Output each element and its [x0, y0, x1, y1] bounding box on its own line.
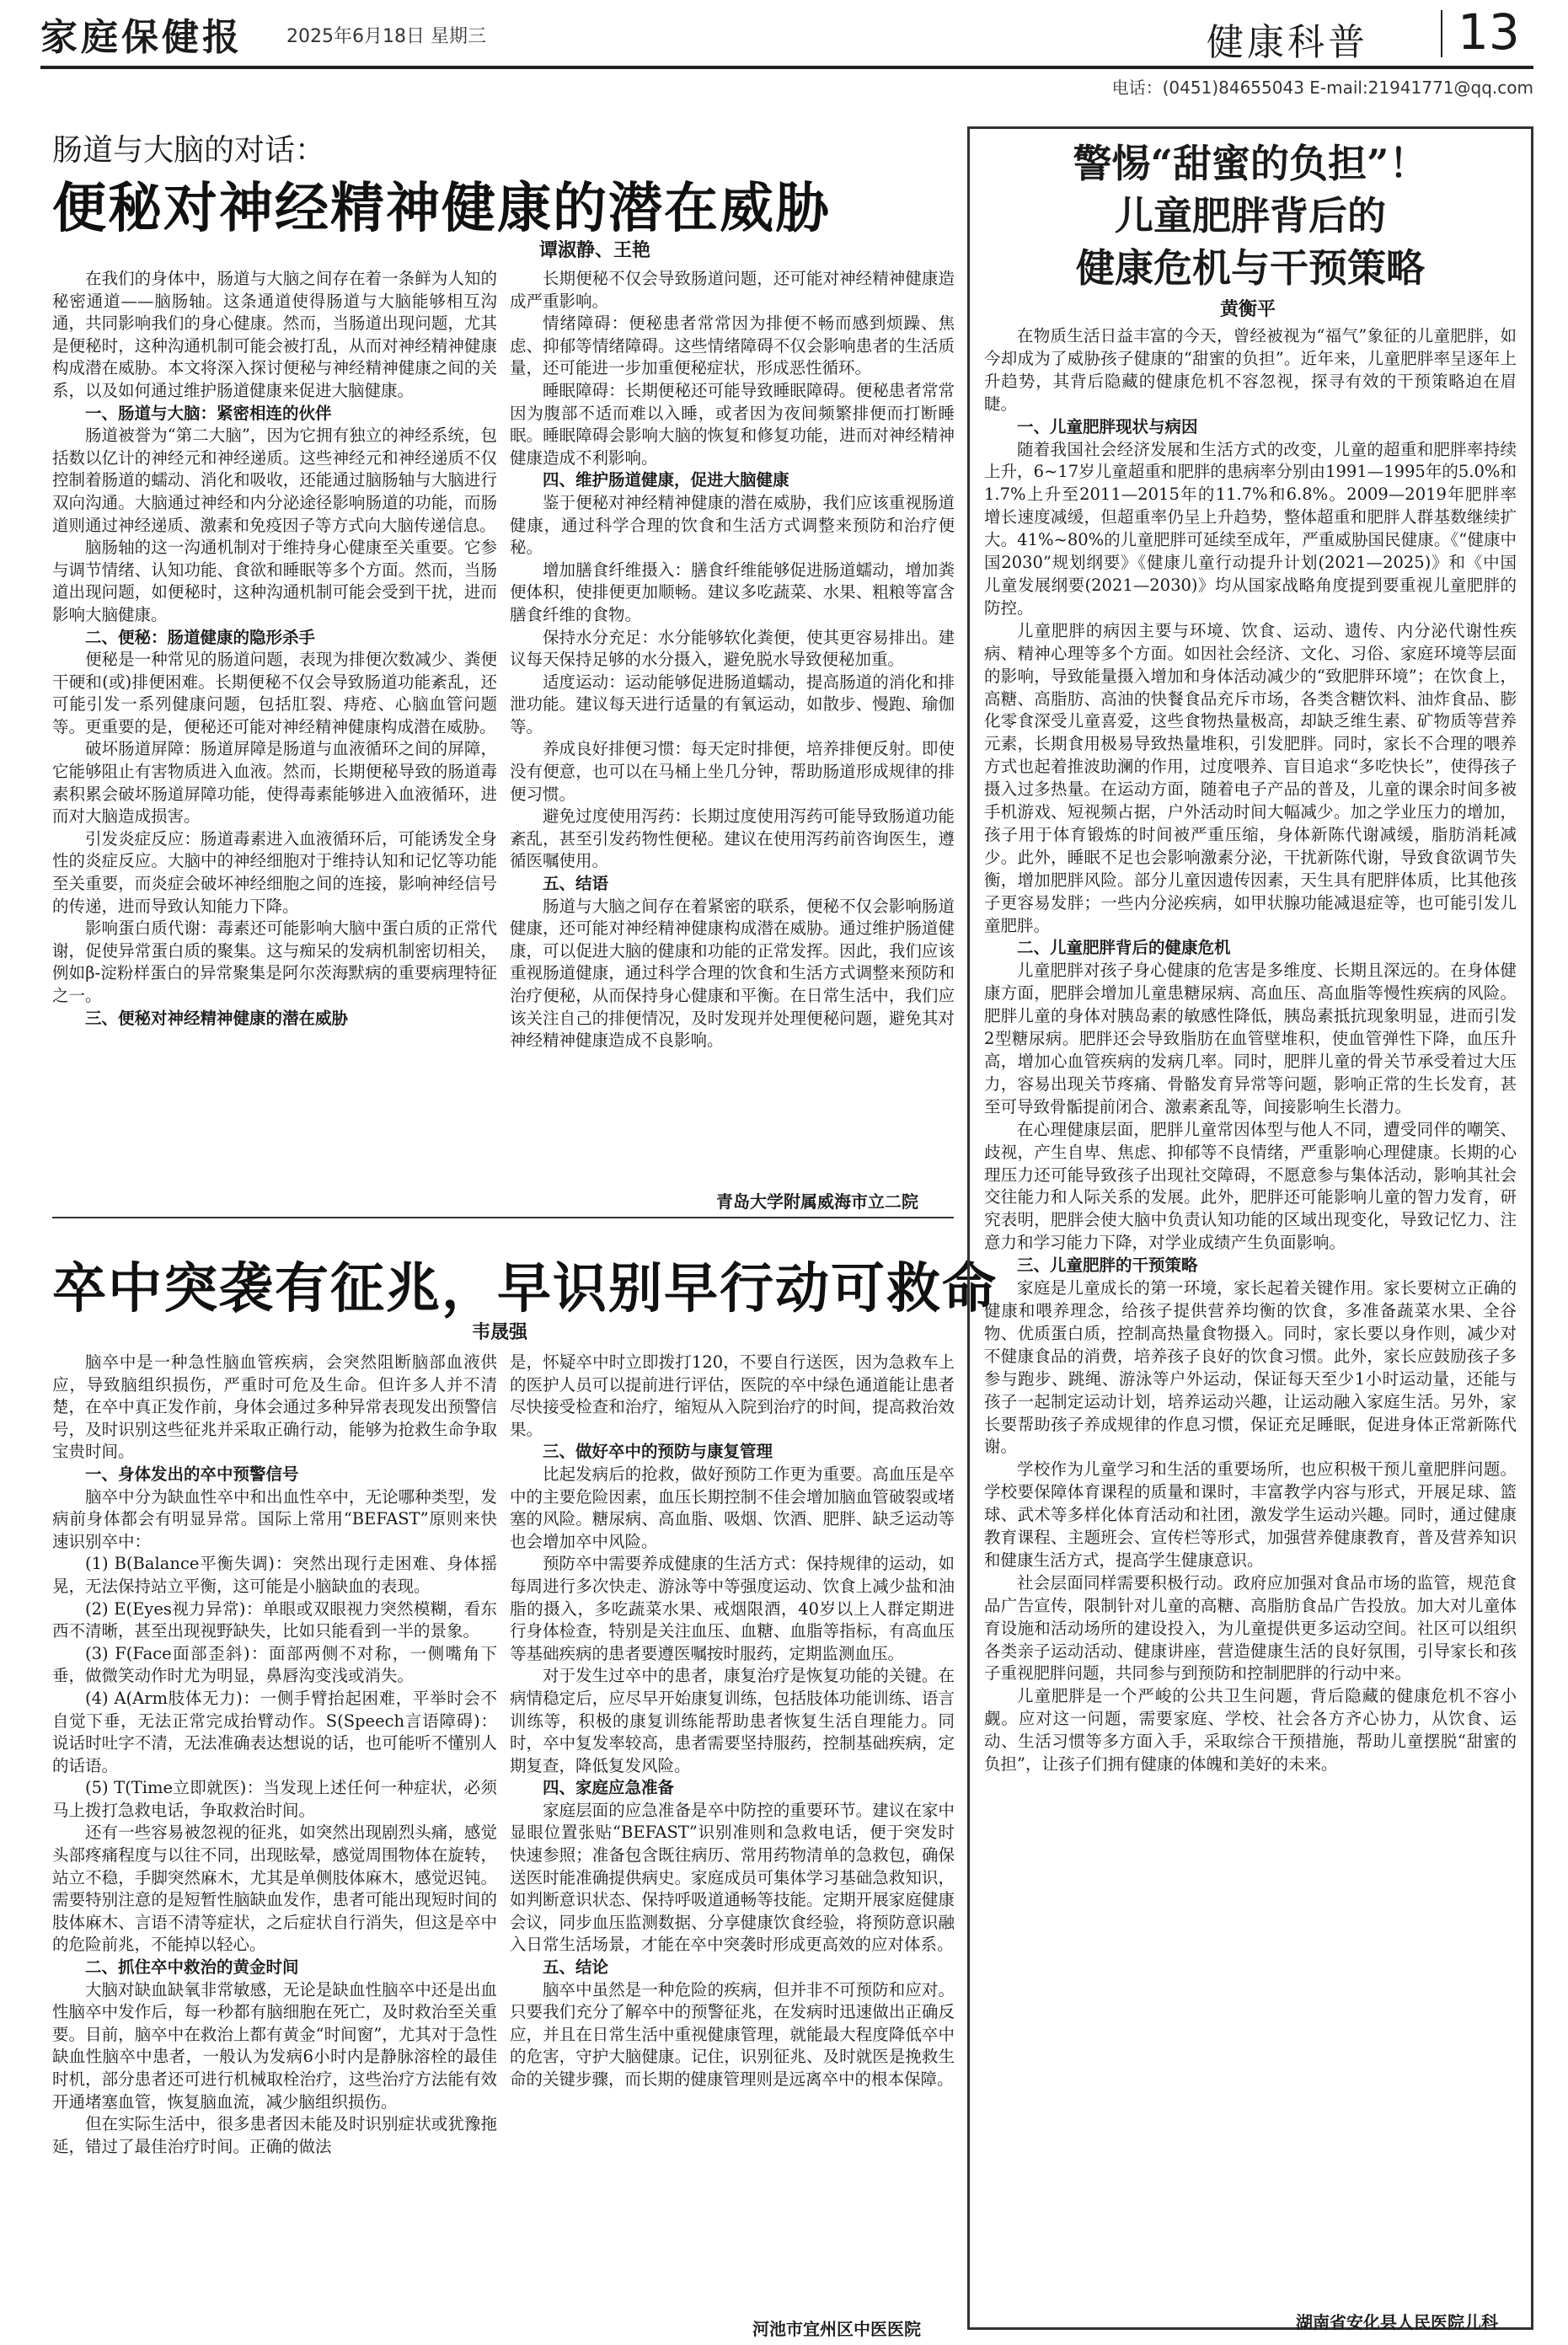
section-heading: 二、便秘：肠道健康的隐形杀手	[85, 627, 316, 647]
paragraph: 大脑对缺血缺氧非常敏感，无论是缺血性脑卒中还是出血性脑卒中发作后，每一秒都有脑细胞在死亡，及时救治至关重要。目前，脑卒中在救治上都有黄金“时间窗”，尤其对于急性缺血性脑卒中患者，一般认为发病6小时内是静脉溶栓的最佳时机，部分患者还可进行机械取栓治疗，这些治疗方法能有效开通堵塞血管，恢复脑血流，减少脑组织损伤。	[52, 1979, 497, 2112]
article3-body	[984, 325, 1517, 1776]
article2-column-1	[52, 1352, 497, 2158]
article3-credit: 湖南省安化县人民医院儿科	[1296, 2312, 1498, 2332]
article2-column-2	[510, 1352, 955, 2091]
paragraph: 但在实际生活中，很多患者因未能及时识别症状或犹豫拖延，错过了最佳治疗时间。正确的做法	[52, 2114, 497, 2156]
paragraph: (3) F(Face面部歪斜)：面部两侧不对称，一侧嘴角下垂，做微笑动作时尤为明显，鼻唇沟变浅或消失。	[52, 1643, 497, 1686]
section-heading: 五、结论	[543, 1957, 609, 1978]
paragraph: 儿童肥胖对孩子身心健康的危害是多维度、长期且深远的。在身体健康方面，肥胖会增加儿童患糖尿病、高血压、高血脂等慢性疾病的风险。肥胖儿童的身体对胰岛素的敏感性降低，胰岛素抵抗现象明显，进而引发2型糖尿病。肥胖还会导致脂肪在血管壁堆积，使血管弹性下降，血压升高，增加心血管疾病的发病几率。同时，肥胖儿童的骨关节承受着过大压力，容易出现关节疼痛、骨骼发育异常等问题，影响正常的生长发育，甚至可导致骨骺提前闭合、激素紊乱等，间接影响生长潜力。	[984, 961, 1517, 1116]
section-heading: 五、结语	[543, 874, 609, 894]
section-heading: 三、做好卒中的预防与康复管理	[543, 1442, 773, 1462]
paragraph: 比起发病后的抢救，做好预防工作更为重要。高血压是卒中的主要危险因素，血压长期控制不佳会增加脑血管破裂或堵塞的风险。糖尿病、高血脂、吸烟、饮酒、肥胖、缺乏运动等也会增加卒中风险。	[510, 1464, 955, 1551]
paragraph: 脑卒中是一种急性脑血管疾病，会突然阻断脑部血液供应，导致脑组织损伤，严重时可危及生命。但许多人并不清楚，在卒中真正发作前，身体会通过多种异常表现发出预警信号，及时识别这些征兆并采取正确行动，能够为抢救生命争取宝贵时间。	[52, 1352, 497, 1462]
issue-date: 2025年6月18日 星期三	[286, 26, 486, 47]
article1-credit: 青岛大学附属威海市立二院	[716, 1191, 918, 1212]
article1-byline: 谭淑静、王艳	[539, 240, 651, 261]
paragraph: (1) B(Balance平衡失调)：突然出现行走困难、身体摇晃，无法保持站立平衡，这可能是小脑缺血的表现。	[52, 1554, 497, 1596]
section-heading: 三、便秘对神经精神健康的潜在威胁	[85, 1008, 349, 1028]
paragraph: 对于发生过卒中的患者，康复治疗是恢复功能的关键。在病情稳定后，应尽早开始康复训练，包括肢体功能训练、语言训练等，积极的康复训练能帮助患者恢复生活自理能力。同时，卒中复发率较高，患者需要坚持服药，控制基础疾病，定期复查，降低复发风险。	[510, 1666, 955, 1775]
paragraph: 避免过度使用泻药：长期过度使用泻药可能导致肠道功能紊乱，甚至引发药物性便秘。建议在使用泻药前咨询医生，遵循医嘱使用。	[510, 806, 955, 871]
masthead-divider	[1441, 10, 1442, 57]
paragraph: 儿童肥胖是一个严峻的公共卫生问题，背后隐藏的健康危机不容小觑。应对这一问题，需要家庭、学校、社会各方齐心协力，从饮食、运动、生活习惯等多方面入手，采取综合干预措施，帮助儿童摆脱“甜蜜的负担”，让孩子们拥有健康的体魄和美好的未来。	[984, 1686, 1517, 1775]
paragraph: 还有一些容易被忽视的征兆，如突然出现剧烈头痛，感觉头部疼痛程度与以往不同，出现眩晕，感觉周围物体在旋转，站立不稳，手脚突然麻木，尤其是单侧肢体麻木，感觉迟钝。需要特别注意的是短暂性脑缺血发作，患者可能出现短时间的肢体麻木、言语不清等症状，之后症状自行消失，但这是卒中的危险前兆，不能掉以轻心。	[52, 1823, 497, 1955]
section-heading: 一、肠道与大脑：紧密相连的伙伴	[85, 403, 332, 423]
paragraph: 适度运动：运动能够促进肠道蠕动，提高肠道的消化和排泄功能。建议每天进行适量的有氧运动，如散步、慢跑、瑜伽等。	[510, 672, 955, 736]
paragraph: 长期便秘不仅会导致肠道问题，还可能对神经精神健康造成严重影响。	[510, 269, 955, 311]
paragraph: 破坏肠道屏障：肠道屏障是肠道与血液循环之间的屏障，它能够阻止有害物质进入血液。然而，长期便秘导致的肠道毒素积累会破坏肠道屏障功能，使得毒素能够进入血液循环，进而对大脑造成损害。	[52, 739, 497, 827]
paragraph: 在心理健康层面，肥胖儿童常因体型与他人不同，遭受同伴的嘲笑、歧视，产生自卑、焦虑、抑郁等不良情绪，严重影响心理健康。长期的心理压力还可能导致孩子出现社交障碍，不愿意参与集体活动，影响其社会交往能力和人际关系的发展。此外，肥胖还可能影响儿童的智力发育，研究表明，肥胖会使大脑中负责认知功能的区域出现变化，导致记忆力、注意力和学习能力下降，对学业成绩产生负面影响。	[984, 1119, 1517, 1253]
article2-credit: 河池市宜州区中医医院	[752, 2319, 921, 2339]
masthead	[0, 0, 1568, 67]
paragraph: (2) E(Eyes视力异常)：单眼或双眼视力突然模糊，看东西不清晰，甚至出现视野缺失，比如只能看到一半的景象。	[52, 1598, 497, 1641]
section-name: 健康科普	[1207, 21, 1368, 64]
paper-name: 家庭保健报	[40, 16, 243, 59]
article2-byline: 韦晟强	[472, 1322, 528, 1343]
paragraph: 保持水分充足：水分能够软化粪便，使其更容易排出。建议每天保持足够的水分摄入，避免脱水导致便秘加重。	[510, 627, 955, 670]
section-heading: 一、儿童肥胖现状与病因	[1017, 416, 1198, 436]
section-heading: 四、维护肠道健康，促进大脑健康	[543, 470, 789, 490]
paragraph: 肠道与大脑之间存在着紧密的联系，便秘不仅会影响肠道健康，还可能对神经精神健康构成潜在威胁。通过维护肠道健康，可以促进大脑的健康和功能的正常发挥。因此，我们应该重视肠道健康，通过科学合理的饮食和生活方式调整来预防和治疗便秘，从而保持身心健康和平衡。在日常生活中，我们应该关注自己的排便情况，及时发现并处理便秘问题，避免其对神经精神健康造成不良影响。	[510, 896, 955, 1051]
article1-kicker: 肠道与大脑的对话：	[52, 133, 326, 168]
paragraph: 肠道被誉为“第二大脑”，因为它拥有独立的神经系统，包括数以亿计的神经元和神经递质。这些神经元和神经递质不仅控制着肠道的蠕动、消化和吸收，还能通过脑肠轴与大脑进行双向沟通。大脑通过神经和内分泌途径影响肠道的功能，而肠道则通过神经递质、激素和免疫因子等方式向大脑传递信息。	[52, 426, 497, 535]
paragraph: 预防卒中需要养成健康的生活方式：保持规律的运动，如每周进行多次快走、游泳等中等强度运动、饮食上减少盐和油脂的摄入，多吃蔬菜水果、戒烟限酒，40岁以上人群定期进行身体检查，特别是关注血压、血糖、血脂等指标，有高血压等基础疾病的患者要遵医嘱按时服药，定期监测血压。	[510, 1554, 955, 1663]
paragraph: 睡眠障碍：长期便秘还可能导致睡眠障碍。便秘患者常常因为腹部不适而难以入睡，或者因为夜间频繁排便而打断睡眠。睡眠障碍会影响大脑的恢复和修复功能，进而对神经精神健康造成不利影响。	[510, 380, 955, 468]
paragraph: 影响蛋白质代谢：毒素还可能影响大脑中蛋白质的正常代谢，促使异常蛋白质的聚集。这与痴呆的发病机制密切相关，例如β-淀粉样蛋白的异常聚集是阿尔茨海默病的重要病理特征之一。	[52, 918, 497, 1005]
section-heading: 二、儿童肥胖背后的健康危机	[1017, 938, 1231, 958]
paragraph: 家庭层面的应急准备是卒中防控的重要环节。建议在家中显眼位置张贴“BEFAST”识别准则和急救电话，便于突发时快速参照；准备包含既往病历、常用药物清单的急救包，确保送医时能准确提供病史。家庭成员可集体学习基础急救知识，如判断意识状态、保持呼吸道通畅等技能。定期开展家庭健康会议，同步血压监测数据、分享健康饮食经验，将预防意识融入日常生活场景，才能在卒中突袭时形成更高效的应对体系。	[510, 1800, 955, 1955]
paragraph: (5) T(Time立即就医)：当发现上述任何一种症状，必须马上拨打急救电话，争取救治时间。	[52, 1778, 497, 1820]
paragraph: 在物质生活日益丰富的今天，曾经被视为“福气”象征的儿童肥胖，如今却成为了威胁孩子健康的“甜蜜的负担”。近年来，儿童肥胖率呈逐年上升趋势，其背后隐藏的健康危机不容忽视，探寻有效的干预策略迫在眉睫。	[984, 326, 1517, 414]
article1-column-1	[52, 268, 497, 1030]
paragraph: 养成良好排便习惯：每天定时排便，培养排便反射。即使没有便意，也可以在马桶上坐几分钟，帮助肠道形成规律的排便习惯。	[510, 739, 955, 804]
paragraph: 鉴于便秘对神经精神健康的潜在威胁，我们应该重视肠道健康，通过科学合理的饮食和生活方式调整来预防和治疗便秘。	[510, 492, 955, 558]
paragraph: (4) A(Arm肢体无力)：一侧手臂抬起困难，平举时会不自觉下垂，无法正常完成抬臂动作。S(Speech言语障碍)：说话时吐字不清，无法准确表达想说的话，也可能听不懂别人的话语。	[52, 1688, 497, 1775]
article-divider	[52, 1217, 954, 1218]
article3-byline: 黄衡平	[1220, 299, 1276, 320]
paragraph: 增加膳食纤维摄入：膳食纤维能够促进肠道蠕动，增加粪便体积，使排便更加顺畅。建议多吃蔬菜、水果、粗粮等富含膳食纤维的食物。	[510, 559, 955, 624]
paragraph: 引发炎症反应：肠道毒素进入血液循环后，可能诱发全身性的炎症反应。大脑中的神经细胞对于维持认知和记忆等功能至关重要，而炎症会破坏神经细胞之间的连接，影响神经信号的传递，进而导致认知能力下降。	[52, 828, 497, 916]
article3-title-line3: 健康危机与干预策略	[1076, 245, 1425, 291]
article3-title-line1: 警惕“甜蜜的负担”！	[1073, 141, 1428, 186]
article3-title-line2: 儿童肥胖背后的	[1115, 193, 1386, 238]
page-number: 13	[1458, 3, 1520, 61]
paragraph: 脑卒中虽然是一种危险的疾病，但并非不可预防和应对。只要我们充分了解卒中的预警征兆，在发病时迅速做出正确反应，并且在日常生活中重视健康管理，就能最大程度降低卒中的危害，守护大脑健康。记住，识别征兆、及时就医是挽救生命的关键步骤，而长期的健康管理则是远离卒中的根本保障。	[510, 1979, 955, 2089]
paragraph: 脑肠轴的这一沟通机制对于维持身心健康至关重要。它参与调节情绪、认知功能、食欲和睡眠等多个方面。然而，当肠道出现问题，如便秘时，这种沟通机制可能会受到干扰，进而影响大脑健康。	[52, 538, 497, 624]
paragraph: 脑卒中分为缺血性卒中和出血性卒中，无论哪种类型，发病前身体都会有明显异常。国际上常用“BEFAST”原则来快速识别卒中：	[52, 1486, 497, 1551]
paragraph: 是，怀疑卒中时立即拨打120，不要自行送医，因为急救车上的医护人员可以提前进行评估，医院的卒中绿色通道能让患者尽快接受检查和治疗，缩短从入院到治疗的时间，提高救治效果。	[510, 1352, 955, 1439]
paragraph: 情绪障碍：便秘患者常常因为排便不畅而感到烦躁、焦虑、抑郁等情绪障碍。这些情绪障碍不仅会影响患者的生活质量，还可能进一步加重便秘症状，形成恶性循环。	[510, 313, 955, 378]
paragraph: 家庭是儿童成长的第一环境，家长起着关键作用。家长要树立正确的健康和喂养理念，给孩子提供营养均衡的饮食，多准备蔬菜水果、全谷物、优质蛋白质，控制高热量食物摄入。同时，家长要以身作则，减少对不健康食品的消费，培养孩子良好的饮食习惯。此外，家长应鼓励孩子多参与跑步、跳绳、游泳等户外运动，保证每天至少1小时运动量，还能与孩子一起制定运动计划，培养运动兴趣，让运动融入家庭生活。另外，家长要帮助孩子养成规律的作息习惯，保证充足睡眠，促进身体正常新陈代谢。	[984, 1278, 1517, 1457]
paragraph: 在我们的身体中，肠道与大脑之间存在着一条鲜为人知的秘密通道——脑肠轴。这条通道使得肠道与大脑能够相互沟通，共同影响我们的身心健康。然而，当肠道出现问题，尤其是便秘时，这种沟通机制可能会被打乱，从而对神经精神健康构成潜在威胁。本文将深入探讨便秘与神经精神健康之间的关系，以及如何通过维护肠道健康来促进大脑健康。	[52, 269, 497, 400]
section-heading: 一、身体发出的卒中预警信号	[85, 1464, 299, 1484]
paragraph: 儿童肥胖的病因主要与环境、饮食、运动、遗传、内分泌代谢性疾病、精神心理等多个方面。如因社会经济、文化、习俗、家庭环境等层面的影响，导致能量摄入增加和身体活动减少的“致肥胖环境”；在饮食上，高糖、高脂肪、高油的快餐食品充斥市场，各类含糖饮料、油炸食品、膨化零食深受儿童喜爱，这些食物热量极高，却缺乏维生素、矿物质等营养元素，长期食用极易导致热量堆积，引发肥胖。同时，家长不合理的喂养方式也起着推波助澜的作用，过度喂养、盲目追求“多吃快长”，使得孩子摄入过多热量。在运动方面，随着电子产品的普及，儿童的课余时间多被手机游戏、短视频占据，户外活动时间大幅减少。加之学业压力的增加，孩子用于体育锻炼的时间被严重压缩，身体新陈代谢减缓，脂肪消耗减少。此外，睡眠不足也会影响激素分泌，干扰新陈代谢，导致食欲调节失衡，增加肥胖风险。部分儿童因遗传因素，天生具有肥胖体质，比其他孩子更容易发胖；一些内分泌疾病，如甲状腺功能减退症等，也可能引发儿童肥胖。	[984, 620, 1517, 935]
paragraph: 随着我国社会经济发展和生活方式的改变，儿童的超重和肥胖率持续上升，6~17岁儿童超重和肥胖的患病率分别由1991—1995年的5.0%和1.7%上升至2011—2015年的11.7%和6.8%。2009—2019年肥胖率增长速度减缓，但超重率仍呈上升趋势，整体超重和肥胖人群基数继续扩大。41%~80%的儿童肥胖可延续至成年，严重威胁国民健康。《“健康中国2030”规划纲要》《健康儿童行动提升计划(2021—2025)》和《中国儿童发展纲要(2021—2030)》均从国家战略角度提到要重视儿童肥胖的防控。	[984, 439, 1517, 618]
article2-title: 卒中突袭有征兆，早识别早行动可救命	[52, 1257, 998, 1320]
paragraph: 便秘是一种常见的肠道问题，表现为排便次数减少、粪便干硬和(或)排便困难。长期便秘不仅会导致肠道功能紊乱，还可能引发一系列健康问题，包括肛裂、痔疮、心脑血管问题等。更重要的是，便秘还可能对神经精神健康构成潜在威胁。	[52, 650, 497, 736]
section-heading: 四、家庭应急准备	[543, 1778, 675, 1798]
article1-title: 便秘对神经精神健康的潜在威胁	[52, 177, 831, 240]
article1-column-2	[510, 268, 955, 1052]
masthead-rule	[40, 66, 1533, 69]
paragraph: 社会层面同样需要积极行动。政府应加强对食品市场的监管，规范食品广告宣传，限制针对儿童的高糖、高脂肪食品广告投放。加大对儿童体育设施和活动场所的建设投入，为儿童提供更多运动空间。社区可以组织各类亲子运动活动、健康讲座，营造健康生活的良好氛围，引导家长和孩子重视肥胖问题，共同参与到预防和控制肥胖的行动中来。	[984, 1572, 1517, 1684]
contact-line: 电话：(0451)84655043 E-mail:21941771@qq.com	[1111, 78, 1533, 98]
paragraph: 学校作为儿童学习和生活的重要场所，也应积极干预儿童肥胖问题。学校要保障体育课程的质量和课时，丰富教学内容与形式，开展足球、篮球、武术等多样化体育活动和社团，激发学生运动兴趣。同时，通过健康教育课程、主题班会、宣传栏等形式，加强营养健康教育，普及营养知识和健康生活方式，提高学生健康意识。	[984, 1459, 1517, 1570]
section-heading: 三、儿童肥胖的干预策略	[1017, 1255, 1198, 1276]
section-heading: 二、抓住卒中救治的黄金时间	[85, 1957, 299, 1978]
